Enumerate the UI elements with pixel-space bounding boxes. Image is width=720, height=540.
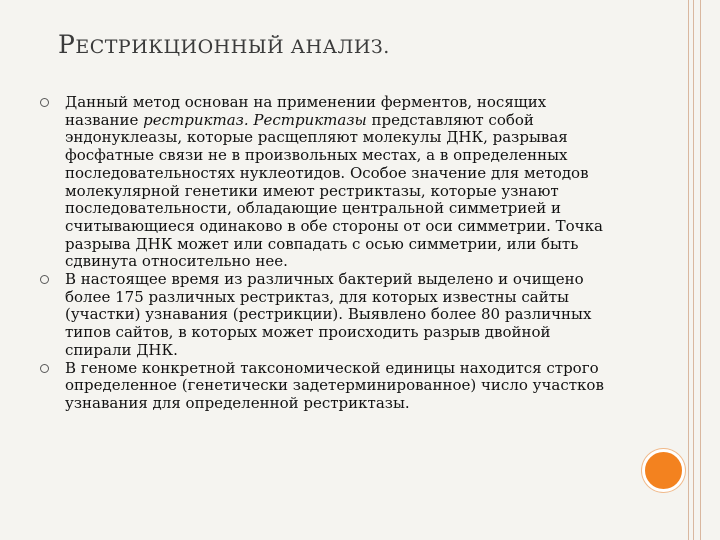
bullet-item (40, 360, 615, 413)
right-border-line (700, 0, 701, 540)
bullet-item (40, 94, 615, 271)
slide-title-initial: Р (58, 30, 76, 59)
bullet-item (40, 271, 615, 360)
bullet-text: Данный метод основан на применении ферментов, носящих название (65, 93, 547, 129)
hollow-circle-bullet-icon (40, 98, 49, 107)
orange-circle-icon (642, 449, 685, 492)
hollow-circle-bullet-icon (40, 364, 49, 373)
hollow-circle-bullet-icon (40, 275, 49, 284)
bullet-italic-text: рестриктаз. Рестриктазы (143, 110, 367, 129)
bullet-text: В настоящее время из различных бактерий выделено и очищено более 175 различных рестриктаз, для которых известны сайты (участки) узнавания (рестрикции). Выявлено более 80 различных типов сайтов, в которых может происходить разрыв двойной спирали ДНК. (65, 270, 592, 359)
right-border-line (688, 0, 689, 540)
right-border-line (693, 0, 694, 540)
bullet-text: представляют собой эндонуклеазы, которые расщепляют молекулы ДНК, разрывая фосфатные связи не в произвольных местах, а в определенных последовательностях нуклеотидов. Особое значение для методов молекулярной генетики имеют рестриктазы, которые узнают последовательности, обладающие центральной симметрией и считывающиеся одинаково в обе стороны от оси симметрии. Точка разрыва ДНК может или совпадать с осью симметрии, или быть сдвинута относительно нее. (65, 110, 603, 271)
bullet-list (40, 94, 615, 413)
slide-title-rest: ЕСТРИКЦИОННЫЙ АНАЛИЗ. (75, 36, 390, 58)
bullet-text: В геноме конкретной таксономической единицы находится строго определенное (генетически задетерминированное) число участков узнавания для определенной рестриктазы. (65, 358, 604, 412)
slide-title (58, 30, 390, 59)
